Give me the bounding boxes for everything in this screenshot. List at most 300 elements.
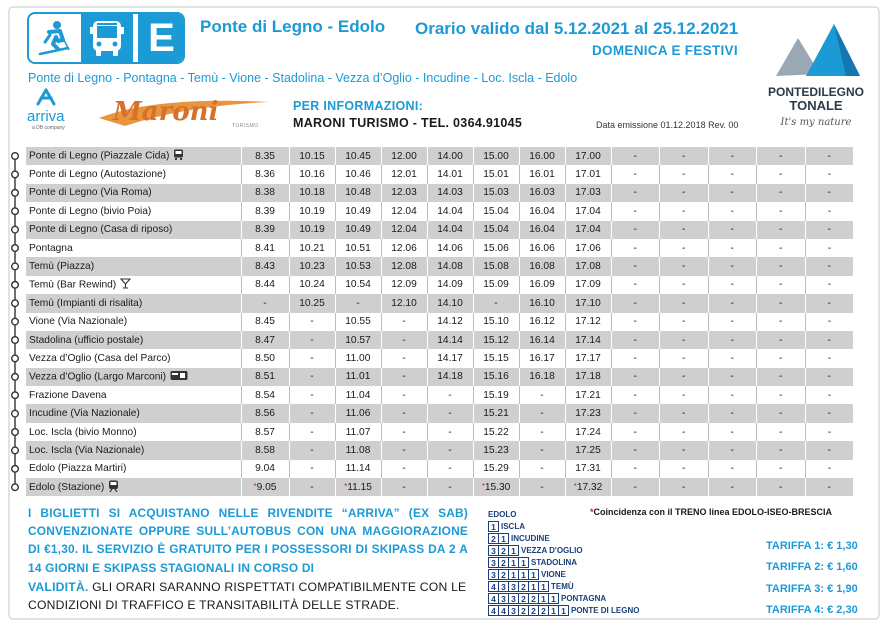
departure-time [660,386,709,404]
fare-zone-cell: 1 [508,557,519,568]
departure-time [757,478,806,496]
departure-time [708,478,757,496]
departure-time [381,404,427,422]
route-title: Ponte di Legno - Edolo [200,17,386,36]
timetable-row [26,165,854,183]
departure-time [241,331,289,349]
stop-dot [12,263,19,270]
fare-zone-cell: 2 [498,545,509,556]
departure-time [805,221,854,239]
departure-time [660,165,709,183]
stop-label: Edolo (Stazione) [29,481,105,493]
time-value: - [779,334,783,346]
time-value: 10.54 [345,279,371,291]
stop-name [26,404,241,422]
time-value: 17.00 [575,150,601,162]
departure-time [427,404,473,422]
time-value: 14.01 [437,169,463,181]
departure-time [611,349,660,367]
ticket-notice [28,504,468,577]
time-value: - [633,444,637,456]
departure-time [289,349,335,367]
timetable-row [26,202,854,220]
departure-time [660,423,709,441]
departure-time [611,313,660,331]
departure-time [427,386,473,404]
time-value: - [310,352,314,364]
time-value: 16.00 [529,150,555,162]
departure-time [708,294,757,312]
time-value: - [682,408,686,420]
time-value: - [633,463,637,475]
time-value: - [779,408,783,420]
time-value: 8.50 [255,352,275,364]
time-value: 10.19 [299,224,325,236]
fare-zone-cell: 3 [508,605,519,616]
departure-time [241,313,289,331]
departure-time [660,239,709,257]
fare-zone-cell: 1 [528,569,539,580]
time-value: 14.18 [437,371,463,383]
service-days: DOMENICA E FESTIVI [592,43,738,58]
departure-time [473,147,519,165]
departure-time [611,202,660,220]
departure-time [381,239,427,257]
coincidence-star: * [590,507,594,517]
brand-name [768,86,864,112]
departure-time [660,368,709,386]
time-value: - [827,187,831,199]
departure-time [757,221,806,239]
departure-time [473,257,519,275]
departure-time [660,441,709,459]
departure-time [611,386,660,404]
fare-stop-label: PONTE DI LEGNO [571,605,640,615]
departure-time [335,404,381,422]
departure-time [241,147,289,165]
departure-time [381,478,427,496]
time-value: 17.17 [575,352,601,364]
departure-time [289,423,335,441]
time-value: 15.19 [483,389,509,401]
time-value: 12.10 [391,297,417,309]
fare-zone-cell: 1 [508,569,519,580]
departure-time [611,239,660,257]
time-value: - [540,444,544,456]
fare-stop-label: ISCLA [501,521,525,531]
tariff-list [766,540,866,625]
departure-time [757,276,806,294]
stop-label: Ponte di Legno (Via Roma) [29,187,152,199]
fare-zone-cell: 2 [528,605,539,616]
coincidence-text: Coincidenza con il TRENO linea EDOLO-ISEO-BRESCIA [593,507,833,517]
departure-time [241,368,289,386]
departure-time [289,313,335,331]
departure-time [611,478,660,496]
departure-time [708,423,757,441]
timetable-row [26,404,854,422]
time-value: - [730,389,734,401]
stop-dot [12,466,19,473]
time-value: - [633,408,637,420]
departure-time [611,221,660,239]
time-value: - [779,205,783,217]
departure-time [335,386,381,404]
time-value: - [827,169,832,181]
time-value: - [682,279,686,291]
time-value: - [402,408,406,420]
departure-time [757,165,806,183]
departure-time [241,441,289,459]
departure-time [519,221,565,239]
time-value: 16.04 [529,224,555,236]
departure-time [289,368,335,386]
time-value: - [402,463,406,475]
departure-time [565,202,611,220]
time-value: - [827,463,832,475]
departure-time [611,147,660,165]
time-value: 15.15 [483,352,509,364]
time-value: 11.00 [345,352,371,364]
departure-time [757,331,806,349]
time-value: 16.09 [529,279,555,291]
departure-time [335,313,381,331]
stop-name [26,221,241,239]
time-value: 17.09 [575,279,601,291]
time-value: - [682,444,686,456]
departure-time [660,184,709,202]
time-value: - [540,463,544,475]
time-value: 10.55 [345,316,371,328]
fare-zone-cell: 3 [508,593,519,604]
departure-time [708,313,757,331]
departure-time [473,478,519,496]
time-value: 11.06 [345,408,371,420]
time-value: - [827,279,832,291]
time-value: - [448,444,452,456]
time-value: - [827,261,831,273]
time-value: - [730,444,734,456]
fare-zone-cell: 4 [488,593,499,604]
departure-time [757,184,806,202]
stop-label: Ponte di Legno (Piazzale Cida) [29,150,170,162]
time-value: 17.23 [575,408,601,420]
departure-time [427,349,473,367]
departure-time [660,349,709,367]
time-value: - [540,408,544,420]
departure-time [289,239,335,257]
stop-dot [12,374,19,381]
brand-line-2: TONALE [789,98,843,113]
time-value: 8.54 [255,389,275,401]
fare-row [488,520,525,532]
departure-time [335,423,381,441]
departure-time [381,202,427,220]
time-value: - [779,371,783,383]
info-contact: MARONI TURISMO - TEL. 0364.91045 [293,116,523,130]
tariff-2: TARIFFA 2: € 1,60 [766,561,858,574]
time-value: - [402,481,406,493]
time-value: - [827,444,831,456]
time-value: 10.51 [345,242,371,254]
stop-label: Loc. Iscla (Via Nazionale) [29,444,145,456]
time-value: 8.44 [255,279,275,291]
departure-time [565,147,611,165]
time-value: - [779,242,783,254]
timetable-row [26,441,854,459]
time-value: - [310,481,314,493]
departure-time [473,441,519,459]
departure-time [708,165,757,183]
time-value: - [730,481,734,493]
fare-row [488,532,550,544]
departure-time [241,239,289,257]
departure-time [473,460,519,478]
departure-time [427,276,473,294]
fare-zone-cell: 3 [488,569,499,580]
time-value: 12.03 [391,187,417,199]
departure-time [708,276,757,294]
departure-time [427,313,473,331]
info-title: PER INFORMAZIONI: [293,99,424,113]
departure-time [519,460,565,478]
departure-time [565,184,611,202]
departure-time [757,368,806,386]
stop-dot [12,337,19,344]
departure-time [708,441,757,459]
time-value: 15.10 [483,316,509,328]
stop-label: Ponte di Legno (Casa di riposo) [29,224,173,236]
time-value: - [827,316,832,328]
stop-label: Ponte di Legno (bivio Poia) [29,205,152,217]
time-value: 8.41 [255,242,275,254]
departure-time [335,276,381,294]
fare-stop-label: PONTAGNA [561,593,607,603]
departure-time [565,441,611,459]
stops-summary: Ponte di Legno - Pontagna - Temù - Vione - Stadolina - Vezza d’Oglio - Incudine - Loc. Iscla - Edolo [28,71,578,85]
fare-zone-cell: 1 [508,545,519,556]
time-value: 12.09 [391,279,417,291]
fare-zone-cell: 3 [498,581,509,592]
time-value: 17.04 [575,224,601,236]
departure-time [757,313,806,331]
time-value: 15.22 [483,426,509,438]
departure-time [708,184,757,202]
stop-label: Ponte di Legno (Autostazione) [29,169,167,181]
time-value: - [402,334,406,346]
departure-time [805,202,854,220]
departure-time [473,294,519,312]
stop-dot [12,300,19,307]
time-value: - [633,224,637,236]
time-value: - [779,352,783,364]
departure-time [519,313,565,331]
departure-time [241,257,289,275]
time-value: - [730,334,734,346]
departure-time [427,239,473,257]
time-value: 12.08 [391,261,417,273]
time-value: - [633,371,637,383]
time-value: - [730,408,734,420]
time-value: 17.12 [575,316,601,328]
service-icon-box [27,12,185,64]
stop-name [26,368,241,386]
time-value: 17.01 [575,169,601,181]
fare-zone-cell: 2 [538,605,549,616]
departure-time [519,239,565,257]
time-value: - [633,316,637,328]
departure-time [660,257,709,275]
timing-notice [28,578,468,614]
departure-time [611,331,660,349]
departure-time [660,460,709,478]
time-value: - [730,224,734,236]
departure-time [427,202,473,220]
stop-name [26,313,241,331]
fare-zone-cell: 2 [518,605,529,616]
departure-time [381,165,427,183]
time-value: 10.18 [299,187,325,199]
coincidence-mark: * [573,481,577,491]
time-value: 14.04 [437,205,463,217]
time-value: - [633,334,637,346]
time-value: 11.07 [345,426,371,438]
departure-time [473,184,519,202]
time-value: 8.51 [255,371,275,383]
time-value: 15.30 [484,481,511,493]
train-coincidence-note [590,507,832,517]
departure-time [805,386,854,404]
time-value: 15.00 [483,150,509,162]
departure-time [335,239,381,257]
validity-word: VALIDITÀ. [28,580,89,594]
fare-zone-cell: 1 [528,581,539,592]
departure-time [565,423,611,441]
departure-time [289,184,335,202]
time-value: - [402,389,406,401]
fare-row [488,556,577,568]
timetable-row [26,239,854,257]
time-value: - [682,261,686,273]
stop-dot [12,318,19,325]
time-value: 17.21 [575,389,601,401]
timetable-row [26,276,854,294]
time-value: 10.53 [345,261,371,273]
time-value: 10.19 [299,205,325,217]
time-value: 11.08 [345,444,371,456]
stop-name [26,165,241,183]
time-value: - [730,279,734,291]
stop-dot [12,447,19,454]
timetable-row [26,368,854,386]
time-value: 8.56 [255,408,275,420]
time-value: 9.05 [256,481,277,493]
departure-time [565,313,611,331]
cocktail-icon [120,278,131,292]
time-value: 16.10 [529,297,555,309]
departure-time [473,423,519,441]
stop-label: Vezza d’Oglio (Largo Marconi) [29,371,167,383]
stop-dot [12,208,19,215]
stop-name [26,257,241,275]
departure-time [289,404,335,422]
departure-time [708,349,757,367]
departure-time [757,257,806,275]
time-value: - [356,297,360,309]
time-value: - [402,352,406,364]
departure-time [611,441,660,459]
time-value: 8.35 [255,150,275,162]
brand-tagline: It's my nature [780,117,852,128]
time-value: - [540,389,544,401]
time-value: 15.23 [483,444,509,456]
departure-time [289,202,335,220]
departure-time [335,349,381,367]
fare-zone-cell: 4 [488,605,499,616]
tariff-3: TARIFFA 3: € 1,90 [766,582,858,595]
time-value: 15.29 [483,463,509,475]
time-value: - [730,169,734,181]
timetable-row [26,147,854,165]
time-value: 17.10 [575,297,601,309]
time-value: 16.01 [529,169,555,181]
time-value: - [633,169,637,181]
stop-label: Edolo (Piazza Martiri) [29,463,127,475]
departure-time [519,331,565,349]
time-value: 15.16 [483,371,509,383]
time-value: 12.01 [391,169,417,181]
time-value: - [730,316,734,328]
departure-time [611,184,660,202]
departure-time [757,460,806,478]
timetable-row [26,460,854,478]
stop-dot [12,171,19,178]
time-value: - [730,187,734,199]
route-timeline [6,147,24,497]
departure-time [241,423,289,441]
time-value: - [310,389,314,401]
departure-time [289,331,335,349]
departure-time [805,404,854,422]
time-value: 11.04 [345,389,371,401]
time-value: - [779,261,783,273]
stop-name [26,202,241,220]
time-value: 11.15 [347,481,372,493]
fare-zone-cell: 3 [488,545,499,556]
departure-time [519,349,565,367]
departure-time [335,294,381,312]
time-value: 17.14 [575,334,601,346]
time-value: - [448,408,452,420]
stop-label: Temù (Impianti di risalita) [29,297,143,309]
time-value: 16.08 [529,261,555,273]
time-value: - [827,150,831,162]
departure-time [427,423,473,441]
departure-time [660,313,709,331]
stop-name [26,386,241,404]
time-value: 8.43 [255,261,275,273]
departure-time [519,404,565,422]
time-value: - [310,426,314,438]
departure-time [473,386,519,404]
fare-zone-cell: 1 [518,557,529,568]
time-value: - [310,463,314,475]
departure-time [708,221,757,239]
stop-label: Temù (Bar Rewind) [29,279,117,291]
time-value: 10.57 [345,334,371,346]
time-value: - [779,444,783,456]
departure-time [519,441,565,459]
